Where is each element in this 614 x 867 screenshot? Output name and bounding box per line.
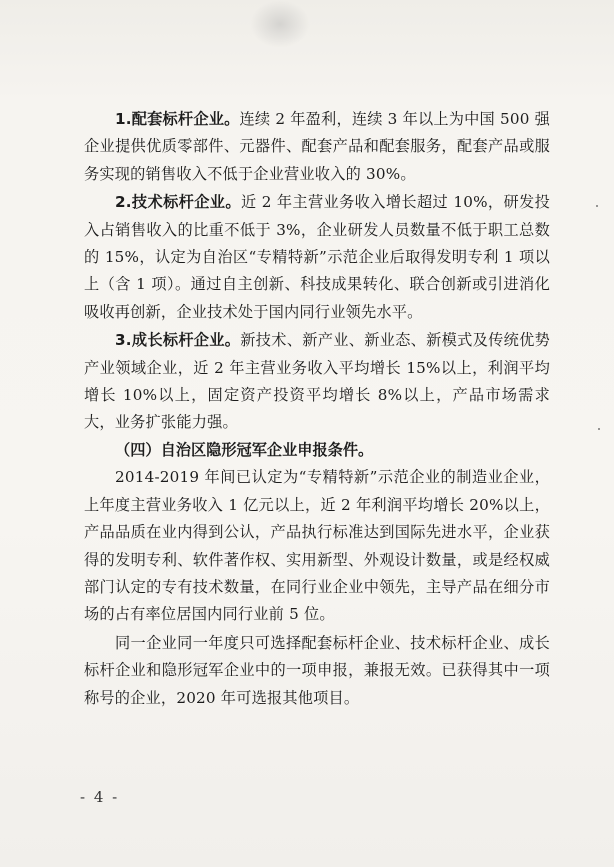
document-body: [84, 106, 550, 712]
paragraph-hidden-champion: 2014-2019 年间已认定为“专精特新”示范企业的制造业企业，上年度主营业务收入 1 亿元以上，近 2 年利润平均增长 20%以上，产品品质在业内得到公认，产品执行标准达到国际先进水平，企业获得的发明专利、软件著作权、实用新型、外观设计数量，或是经权威部门认定的专有技术数量，在同行业企业中领先，主导产品在细分市场的占有率位居国内同行业前 5 位。: [84, 468, 550, 624]
paragraph-text: 连续 2 年盈利，连续 3 年以上为中国 500 强企业提供优质零部件、元器件、配套产品和配套服务，配套产品或服务实现的销售收入不低于企业营业收入的 30%。: [84, 110, 551, 183]
section-heading: （四）自治区隐形冠军企业申报条件。: [115, 440, 374, 459]
paragraph-closing-note: 同一企业同一年度只可选择配套标杆企业、技术标杆企业、成长标杆企业和隐形冠军企业中的一项申报，兼报无效。已获得其中一项称号的企业，2020 年可选报其他项目。: [84, 633, 550, 707]
paragraph-text: 新技术、新产业、新业态、新模式及传统优势产业领域企业，近 2 年主营业务收入平均增长 15%以上，利润平均增长 10%以上，固定资产投资平均增长 8%以上，产品市场需求大，业务扩张能力强。: [84, 331, 550, 432]
paragraph-text: 近 2 年主营业务收入增长超过 10%，研发投入占销售收入的比重不低于 3%，企业研发人员数量不低于职工总数的 15%，认定为自治区“专精特新”示范企业后取得发明专利 1 项以上（含 1 项）。通过自主创新、科技成果转化、联合创新或引进消化吸收再创新，企业技术处于国内同行业领先水平。: [84, 193, 550, 321]
page-number: - 4 -: [80, 788, 120, 806]
scan-smudge: [250, 0, 310, 48]
paragraph-supporting-benchmark: [84, 106, 550, 188]
paragraph-lead: 1.配套标杆企业。: [115, 110, 240, 128]
scan-speck: [598, 428, 600, 430]
paragraph-technology-benchmark: [84, 189, 550, 326]
paragraph-lead: 2.技术标杆企业。: [115, 193, 241, 212]
paragraph-lead: 3.成长标杆企业。: [115, 331, 241, 350]
paragraph-growth-benchmark: [84, 327, 550, 437]
scan-speck: [596, 205, 598, 207]
